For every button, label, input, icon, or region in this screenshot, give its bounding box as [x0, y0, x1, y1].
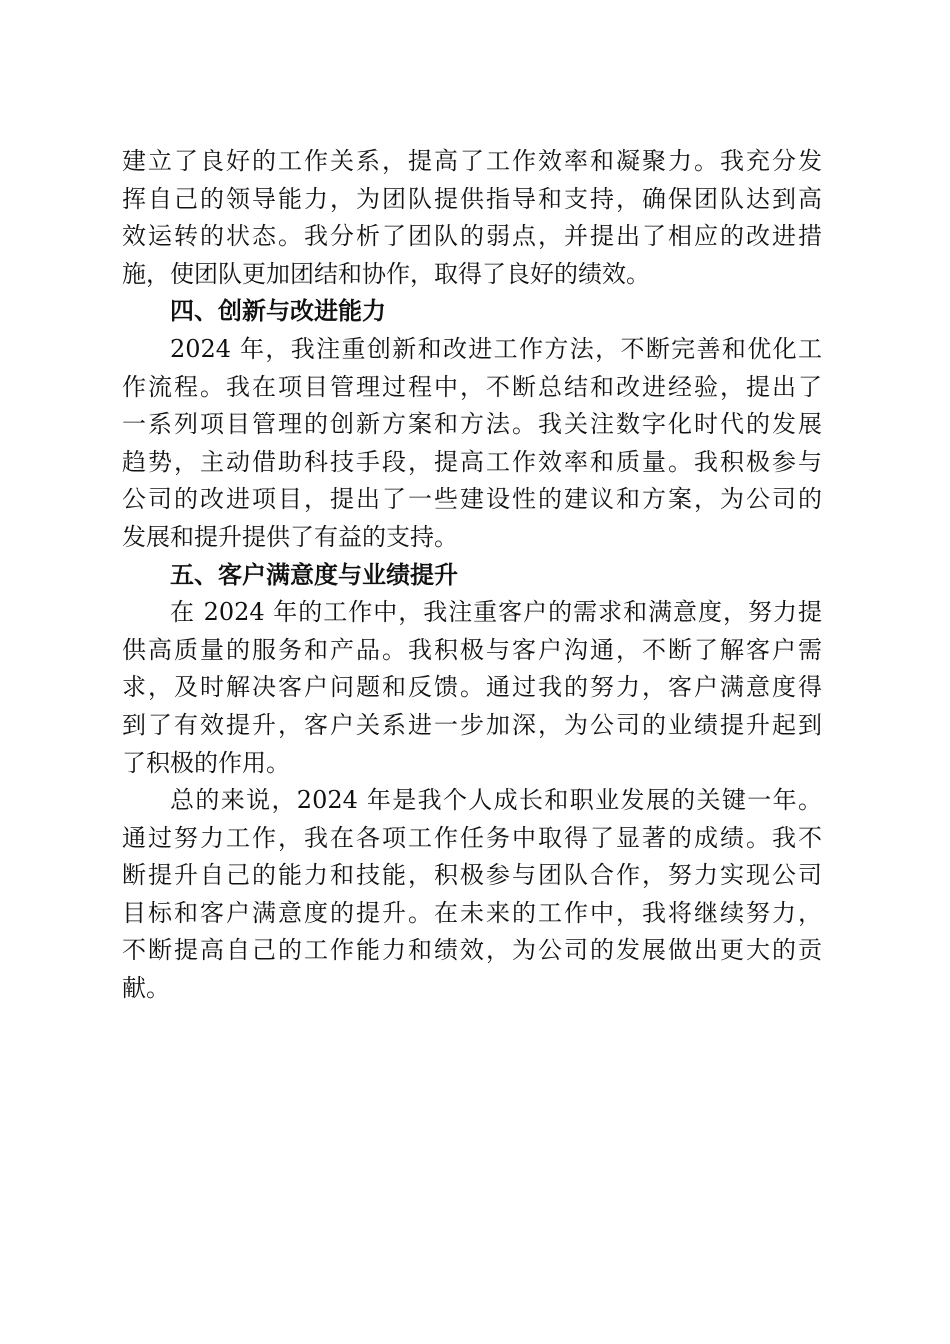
paragraph-team-relations: [122, 143, 822, 293]
text-line: 总的来说，2024 年是我个人成长和职业发展的关键一年。: [170, 786, 822, 815]
text-line: 趋势，主动借助科技手段，提高工作效率和质量。我积极参与: [122, 447, 822, 476]
text-line: 了积极的作用。: [122, 748, 290, 777]
text-line: 求，及时解决客户问题和反馈。通过我的努力，客户满意度得: [122, 673, 822, 702]
text-line: 断提升自己的能力和技能，积极参与团队合作，努力实现公司: [122, 861, 822, 890]
text-line: 献。: [122, 974, 170, 1003]
text-line: 一系列项目管理的创新方案和方法。我关注数字化时代的发展: [122, 410, 822, 439]
text-line: 作流程。我在项目管理过程中，不断总结和改进经验，提出了: [122, 372, 822, 401]
paragraph-summary: [122, 782, 822, 1008]
section-heading-innovation: 四、创新与改进能力: [170, 297, 386, 326]
paragraph-innovation: [122, 331, 822, 557]
text-line: 目标和客户满意度的提升。在未来的工作中，我将继续努力，: [122, 898, 822, 927]
text-line: 2024 年，我注重创新和改进工作方法，不断完善和优化工: [170, 334, 822, 363]
text-line: 供高质量的服务和产品。我积极与客户沟通，不断了解客户需: [122, 635, 822, 664]
text-line: 在 2024 年的工作中，我注重客户的需求和满意度，努力提: [170, 598, 822, 627]
document-page: [122, 143, 822, 1008]
text-line: 公司的改进项目，提出了一些建设性的建议和方案，为公司的: [122, 485, 822, 514]
text-line: 发展和提升提供了有益的支持。: [122, 522, 458, 551]
text-line: 建立了良好的工作关系，提高了工作效率和凝聚力。我充分发: [122, 147, 822, 175]
text-line: 不断提高自己的工作能力和绩效，为公司的发展做出更大的贡: [122, 936, 822, 965]
text-line: 到了有效提升，客户关系进一步加深，为公司的业绩提升起到: [122, 710, 822, 739]
text-line: 通过努力工作，我在各项工作任务中取得了显著的成绩。我不: [122, 823, 822, 852]
paragraph-customer: [122, 594, 822, 782]
text-line: 效运转的状态。我分析了团队的弱点，并提出了相应的改进措: [122, 222, 822, 251]
text-line: 挥自己的领导能力，为团队提供指导和支持，确保团队达到高: [122, 184, 822, 213]
section-heading-customer: 五、客户满意度与业绩提升: [170, 560, 458, 589]
text-line: 施，使团队更加团结和协作，取得了良好的绩效。: [122, 259, 650, 288]
